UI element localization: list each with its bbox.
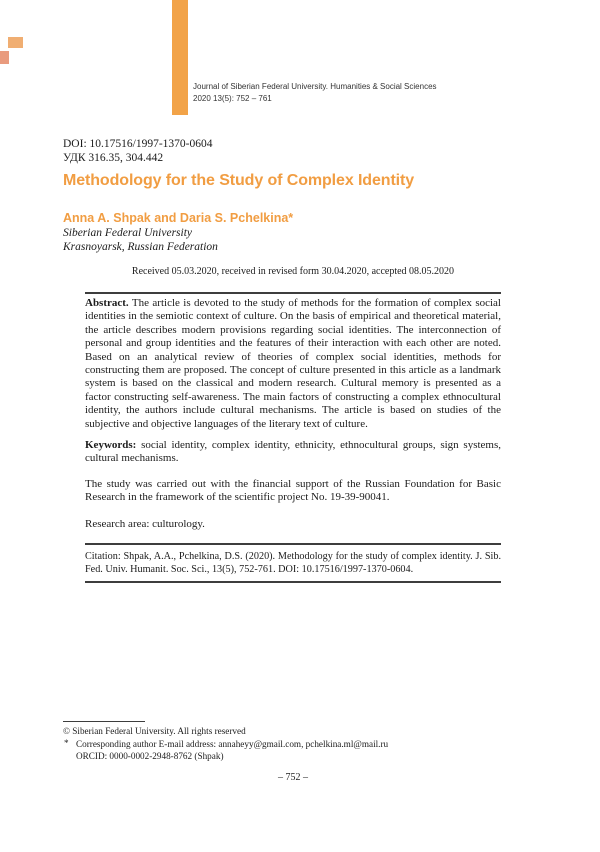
footnotes-block [63,721,513,763]
identifier-block [63,138,213,165]
doi-line: DOI: 10.17516/1997-1370-0604 [63,138,213,150]
research-area-line: Research area: culturology. [85,517,205,530]
affiliation-university: Siberian Federal University [63,227,193,239]
article-title: Methodology for the Study of Complex Identity [63,172,415,189]
keywords-label: Keywords: [85,439,137,452]
keywords-paragraph [85,439,501,466]
journal-header [193,81,437,105]
affiliation-city: Krasnoyarsk, Russian Federation [63,240,218,253]
asterisk-marker: * [64,737,69,748]
citation-box [85,543,501,583]
header-accent-bar [172,0,188,115]
citation-text: Citation: Shpak, A.A., Pchelkina, D.S. (2020). Methodology for the study of complex identity. J. Sib. Fed. Univ. Humanit. Soc. Sci., 13(5), 752-761. DOI: 10.17516/1997-1370-0604. [85,551,501,576]
corner-decoration-square-2 [0,51,9,64]
article-body [85,292,501,583]
abstract-paragraph [85,297,501,431]
abstract-section [85,292,501,531]
keywords-text: social identity, complex identity, ethnicity, ethnocultural groups, sign systems, cultural mechanisms. [85,439,501,465]
udk-line: УДК 316.35, 304.442 [63,151,164,164]
affiliation-block [63,227,218,254]
journal-issue: 2020 13(5): 752 – 761 [193,94,272,103]
journal-name: Journal of Siberian Federal University. Humanities & Social Sciences [193,82,437,91]
corresponding-author-note [63,738,513,751]
abstract-label: Abstract. [85,297,129,309]
copyright-note: © Siberian Federal University. All rights reserved [63,726,246,736]
authors-line: Anna A. Shpak and Daria S. Pchelkina* [63,211,294,225]
corner-decoration-square-1 [8,37,23,48]
page-number: – 752 – [278,772,308,783]
corresponding-author-text: Corresponding author E-mail address: annaheyy@gmail.com, pchelkina.ml@mail.ru [76,738,389,749]
received-dates: Received 05.03.2020, received in revised form 30.04.2020, accepted 08.05.2020 [131,266,455,277]
footnote-rule [63,721,145,722]
orcid-note: ORCID: 0000-0002-2948-8762 (Shpak) [76,751,224,761]
funding-paragraph: The study was carried out with the financial support of the Russian Foundation for Basic Research in the framework of the scientific project No. 19-39-90041. [85,477,501,504]
abstract-text: The article is devoted to the study of methods for the formation of complex social identities in the semiotic context of culture. On the basis of empirical and theoretical material, the article describes modern provisions regarding social identities. The interconnection of personal and group identities and the features of their interaction with each other are noted. Based on an analytical review of theories of complex social identities, methods for constructing them are proposed. The concept of culture presented in this article as a landmark system is based on the classical and modern research. Cultural memory is presented as a factor constructing self-awareness. The main factors of constructing a complex ethnocultural identity, the authors include cultural mechanisms. The article is based on studies of the subjective and objective languages of the literary text of culture. [85,297,501,430]
